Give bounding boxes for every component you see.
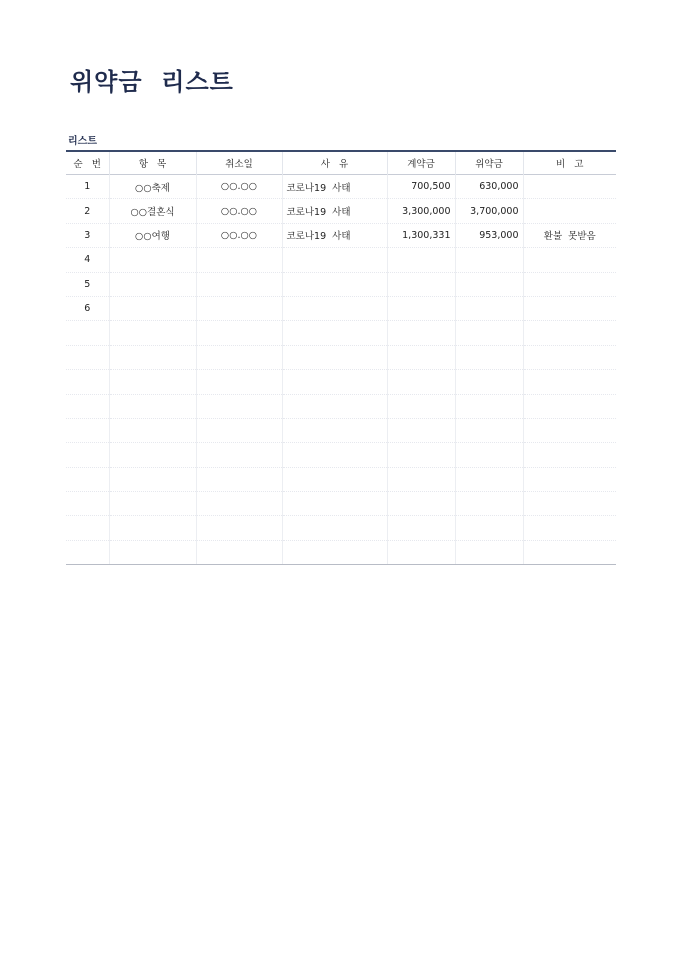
table-row <box>66 321 616 345</box>
cell-penalty-amount <box>455 418 523 442</box>
cell-contract-amount <box>387 321 455 345</box>
cell-contract-amount <box>387 345 455 369</box>
cell-reason <box>282 467 387 491</box>
cell-penalty-amount: 630,000 <box>455 175 523 199</box>
cell-cancel-date <box>196 418 282 442</box>
cell-no: 6 <box>66 296 109 320</box>
cell-cancel-date <box>196 467 282 491</box>
cell-cancel-date <box>196 296 282 320</box>
cell-note <box>523 199 616 223</box>
cell-item: ○○여행 <box>109 223 196 247</box>
cell-cancel-date: ○○.○○ <box>196 175 282 199</box>
cell-no: 3 <box>66 223 109 247</box>
header-reason: 사 유 <box>282 151 387 175</box>
cell-no <box>66 467 109 491</box>
cell-cancel-date: ○○.○○ <box>196 199 282 223</box>
cell-contract-amount <box>387 418 455 442</box>
cell-item <box>109 540 196 564</box>
cell-cancel-date <box>196 394 282 418</box>
cell-penalty-amount <box>455 296 523 320</box>
cell-item <box>109 370 196 394</box>
cell-no: 4 <box>66 248 109 272</box>
table-row <box>66 248 616 272</box>
cell-cancel-date <box>196 492 282 516</box>
table-row <box>66 443 616 467</box>
cell-note <box>523 394 616 418</box>
cell-item <box>109 467 196 491</box>
cell-penalty-amount <box>455 370 523 394</box>
table-row <box>66 296 616 320</box>
cell-note <box>523 418 616 442</box>
cell-item <box>109 492 196 516</box>
cell-penalty-amount <box>455 394 523 418</box>
cell-no <box>66 370 109 394</box>
cell-penalty-amount <box>455 467 523 491</box>
cell-note <box>523 492 616 516</box>
cell-contract-amount <box>387 516 455 540</box>
cell-item <box>109 248 196 272</box>
cell-penalty-amount <box>455 345 523 369</box>
cell-reason <box>282 321 387 345</box>
cell-note <box>523 272 616 296</box>
page-title: 위약금 리스트 <box>70 68 234 96</box>
cell-reason <box>282 540 387 564</box>
table-row <box>66 345 616 369</box>
cell-contract-amount <box>387 467 455 491</box>
cell-cancel-date <box>196 345 282 369</box>
cell-note <box>523 370 616 394</box>
cell-penalty-amount <box>455 248 523 272</box>
cell-no <box>66 540 109 564</box>
cell-contract-amount <box>387 394 455 418</box>
cell-item <box>109 418 196 442</box>
cell-cancel-date <box>196 443 282 467</box>
cell-penalty-amount <box>455 492 523 516</box>
cell-cancel-date <box>196 540 282 564</box>
table-header-row <box>66 151 616 175</box>
cell-note <box>523 345 616 369</box>
table-row <box>66 199 616 223</box>
cell-cancel-date <box>196 516 282 540</box>
cell-note <box>523 443 616 467</box>
cell-contract-amount <box>387 248 455 272</box>
cell-contract-amount <box>387 370 455 394</box>
cell-contract-amount <box>387 272 455 296</box>
cell-item <box>109 516 196 540</box>
cell-penalty-amount <box>455 516 523 540</box>
header-penalty-amount: 위약금 <box>455 151 523 175</box>
cell-reason: 코로나19 사태 <box>282 199 387 223</box>
cell-contract-amount <box>387 296 455 320</box>
table-row <box>66 175 616 199</box>
penalty-table <box>66 150 616 565</box>
cell-note <box>523 296 616 320</box>
cell-note: 환불 못받음 <box>523 223 616 247</box>
cell-no <box>66 321 109 345</box>
cell-item <box>109 345 196 369</box>
table-row <box>66 516 616 540</box>
cell-no: 1 <box>66 175 109 199</box>
cell-item <box>109 443 196 467</box>
cell-penalty-amount <box>455 443 523 467</box>
cell-note <box>523 540 616 564</box>
cell-item: ○○결혼식 <box>109 199 196 223</box>
cell-reason <box>282 272 387 296</box>
cell-penalty-amount <box>455 321 523 345</box>
table-row <box>66 418 616 442</box>
header-item: 항 목 <box>109 151 196 175</box>
cell-penalty-amount <box>455 272 523 296</box>
table-row <box>66 467 616 491</box>
cell-penalty-amount: 3,700,000 <box>455 199 523 223</box>
table-row <box>66 492 616 516</box>
cell-contract-amount <box>387 492 455 516</box>
cell-no <box>66 516 109 540</box>
cell-penalty-amount: 953,000 <box>455 223 523 247</box>
section-label: 리스트 <box>68 136 97 147</box>
cell-reason: 코로나19 사태 <box>282 175 387 199</box>
cell-contract-amount <box>387 443 455 467</box>
cell-reason <box>282 370 387 394</box>
table-row <box>66 223 616 247</box>
cell-cancel-date <box>196 248 282 272</box>
cell-no <box>66 345 109 369</box>
cell-cancel-date: ○○.○○ <box>196 223 282 247</box>
cell-reason <box>282 394 387 418</box>
table-row <box>66 394 616 418</box>
table-row <box>66 370 616 394</box>
cell-no: 5 <box>66 272 109 296</box>
cell-note <box>523 516 616 540</box>
cell-cancel-date <box>196 272 282 296</box>
cell-contract-amount: 3,300,000 <box>387 199 455 223</box>
cell-reason <box>282 516 387 540</box>
cell-reason <box>282 345 387 369</box>
cell-item <box>109 394 196 418</box>
cell-contract-amount <box>387 540 455 564</box>
cell-no <box>66 492 109 516</box>
cell-item <box>109 272 196 296</box>
cell-reason <box>282 492 387 516</box>
cell-penalty-amount <box>455 540 523 564</box>
cell-no <box>66 418 109 442</box>
header-contract-amount: 계약금 <box>387 151 455 175</box>
cell-no: 2 <box>66 199 109 223</box>
cell-reason <box>282 248 387 272</box>
cell-reason <box>282 443 387 467</box>
cell-contract-amount: 1,300,331 <box>387 223 455 247</box>
cell-note <box>523 175 616 199</box>
cell-no <box>66 443 109 467</box>
table-row <box>66 272 616 296</box>
cell-item <box>109 296 196 320</box>
cell-reason <box>282 418 387 442</box>
header-no: 순 번 <box>73 159 101 170</box>
cell-note <box>523 248 616 272</box>
cell-item <box>109 321 196 345</box>
cell-item: ○○축제 <box>109 175 196 199</box>
cell-contract-amount: 700,500 <box>387 175 455 199</box>
cell-note <box>523 321 616 345</box>
cell-cancel-date <box>196 370 282 394</box>
cell-no <box>66 394 109 418</box>
cell-reason <box>282 296 387 320</box>
cell-cancel-date <box>196 321 282 345</box>
header-note: 비 고 <box>523 151 616 175</box>
cell-note <box>523 467 616 491</box>
cell-reason: 코로나19 사태 <box>282 223 387 247</box>
header-cancel-date: 취소일 <box>196 151 282 175</box>
table-row <box>66 540 616 564</box>
